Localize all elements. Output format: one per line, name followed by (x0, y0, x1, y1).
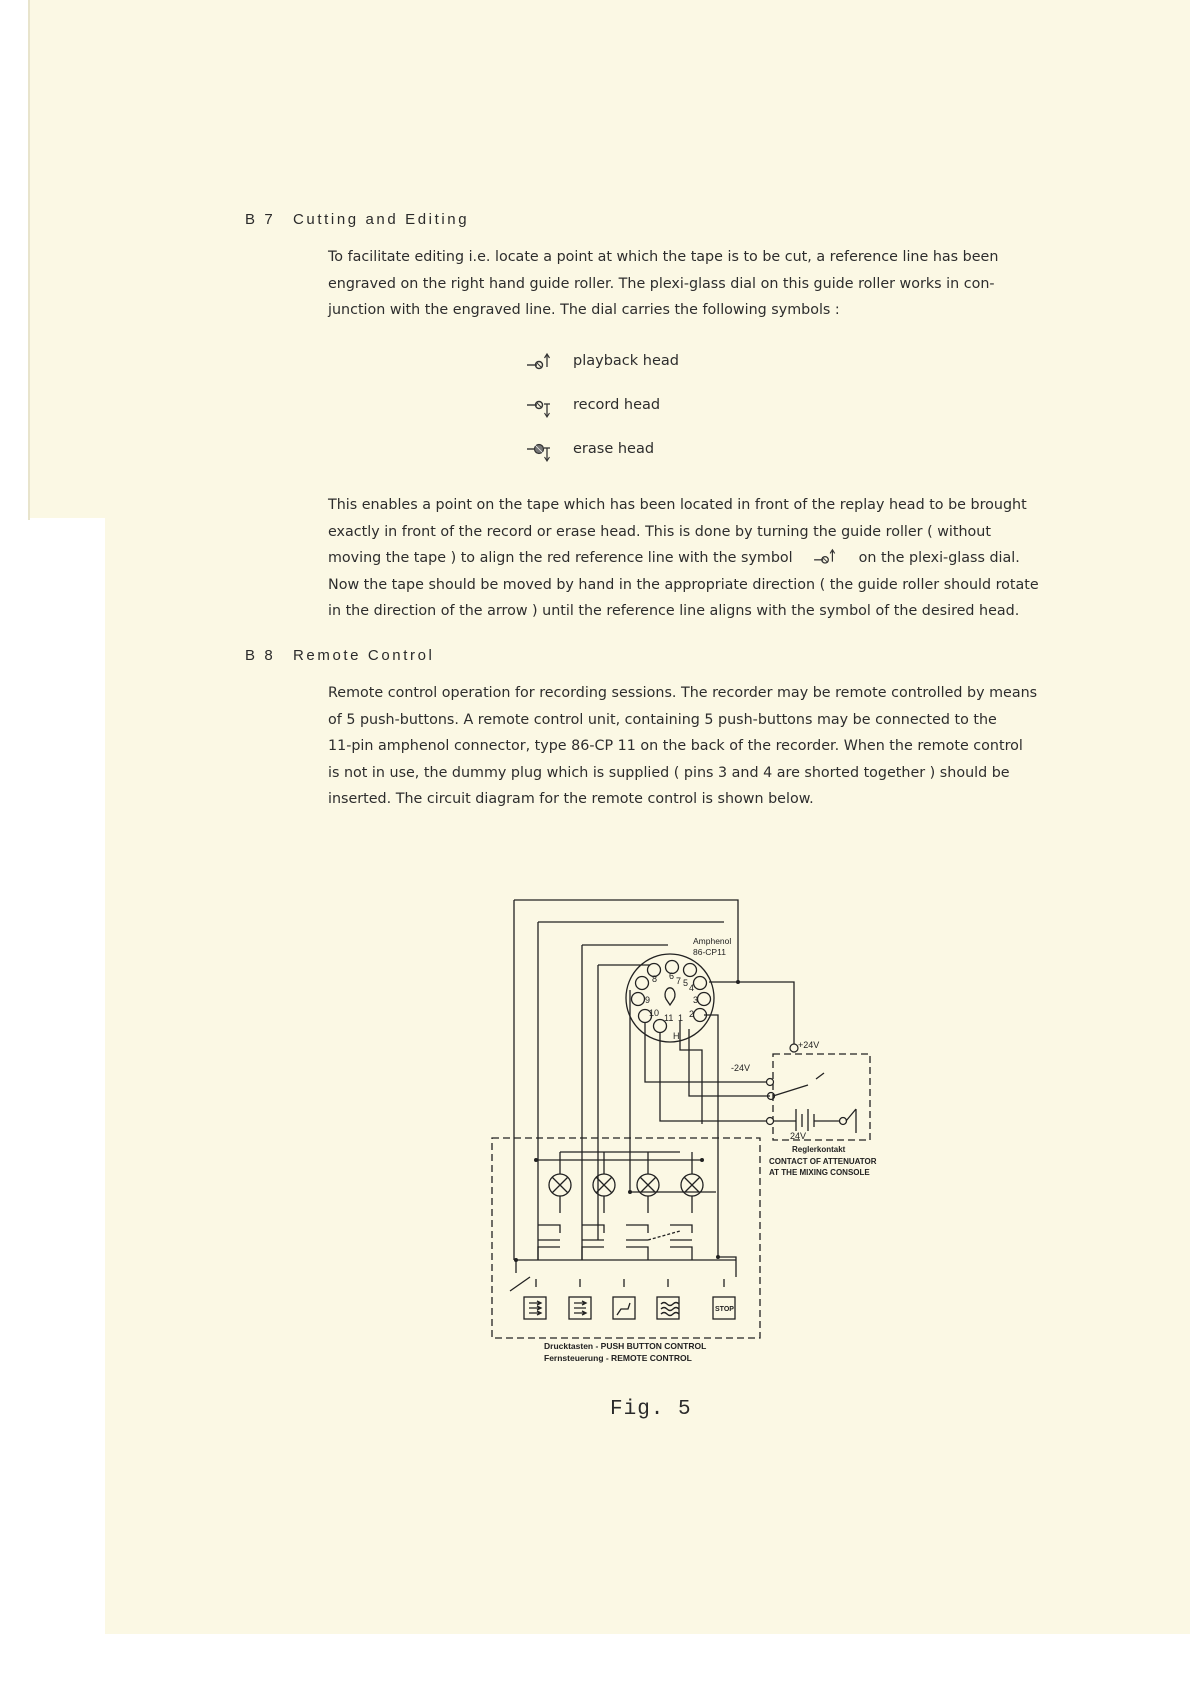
text-line: exactly in front of the record or erase head. This is done by turning the guide roller ( without (328, 523, 991, 540)
plus-24v-label: +24V (798, 1040, 820, 1050)
remote-control-circuit-diagram (480, 895, 900, 1375)
text-line: Remote control operation for recording sessions. The recorder may be remote controlled by means (328, 685, 1038, 701)
section-number: B 8 (245, 647, 276, 664)
stop-button-label: STOP (715, 1306, 734, 1313)
pin-label: 8 (652, 974, 658, 984)
diagram-caption-2: Fernsteuerung - REMOTE CONTROL (544, 1353, 692, 1363)
regler-label: Reglerkontakt (792, 1145, 846, 1154)
minus-24v-label: -24V (731, 1063, 751, 1073)
text-line: is not in use, the dummy plug which is supplied ( pins 3 and 4 are shorted together ) should be (328, 764, 1010, 781)
text-line: in the direction of the arrow ) until the reference line aligns with the symbol of the desired head. (328, 603, 1020, 620)
battery-label: 24V (790, 1131, 807, 1141)
pin-label: 6 (669, 971, 675, 981)
symbol-label: erase head (573, 441, 655, 457)
text-line-with-symbol (328, 545, 1080, 572)
playback-head-icon (525, 351, 555, 375)
text-line: 11-pin amphenol connector, type 86-CP 11 on the back of the recorder. When the remote control (328, 738, 1023, 755)
pin-label: 5 (683, 978, 689, 988)
text-segment: moving the tape ) to align the red reference line with the symbol (328, 550, 793, 567)
symbol-label: record head (573, 397, 661, 413)
text-line: engraved on the right hand guide roller. The plexi-glass dial on this guide roller works in con- (328, 275, 995, 292)
section-title: Remote Control (293, 647, 435, 664)
text-line: inserted. The circuit diagram for the remote control is shown below. (328, 791, 814, 808)
diagram-caption-1: Drucktasten - PUSH BUTTON CONTROL (544, 1341, 707, 1351)
record-head-icon (525, 395, 555, 419)
attenuator-label-1: CONTACT OF ATTENUATOR (769, 1157, 877, 1166)
playback-head-icon (811, 547, 841, 569)
section-number: B 7 (245, 211, 276, 228)
connector-label: Amphenol (693, 936, 732, 946)
section-heading-b7 (245, 211, 469, 228)
section-title: Cutting and Editing (293, 211, 470, 228)
figure-caption: Fig. 5 (610, 1398, 692, 1421)
symbol-label: playback head (573, 353, 679, 369)
section-heading-b8 (245, 647, 434, 664)
paragraph-b7-body (328, 492, 1080, 625)
attenuator-label-2: AT THE MIXING CONSOLE (769, 1168, 870, 1177)
text-line: To facilitate editing i.e. locate a point at which the tape is to be cut, a reference line has been (328, 249, 999, 265)
erase-head-icon (525, 439, 555, 463)
pin-label: 9 (645, 995, 651, 1005)
text-line: Now the tape should be moved by hand in the appropriate direction ( the guide roller should rotate (328, 576, 1039, 593)
text-line: This enables a point on the tape which has been located in front of the replay head to be brought (328, 497, 1027, 513)
connector-type: 86-CP11 (693, 947, 726, 957)
text-line: of 5 push-buttons. A remote control unit, containing 5 push-buttons may be connected to the (328, 711, 997, 728)
pin-label: 4 (689, 983, 695, 993)
pin-label: 3 (693, 995, 699, 1005)
pin-label: 7 (676, 976, 682, 986)
pin-label: 10 (649, 1008, 660, 1018)
text-segment: on the plexi-glass dial. (858, 550, 1020, 567)
pin-label: 1 (678, 1013, 684, 1023)
pin-h-label: H (673, 1031, 680, 1041)
pin-label: 2 (689, 1009, 695, 1019)
paragraph-b7-intro (328, 244, 1080, 324)
pin-label: 11 (664, 1013, 674, 1023)
paragraph-b8 (328, 680, 1080, 813)
text-line: junction with the engraved line. The dial carries the following symbols : (328, 302, 840, 319)
